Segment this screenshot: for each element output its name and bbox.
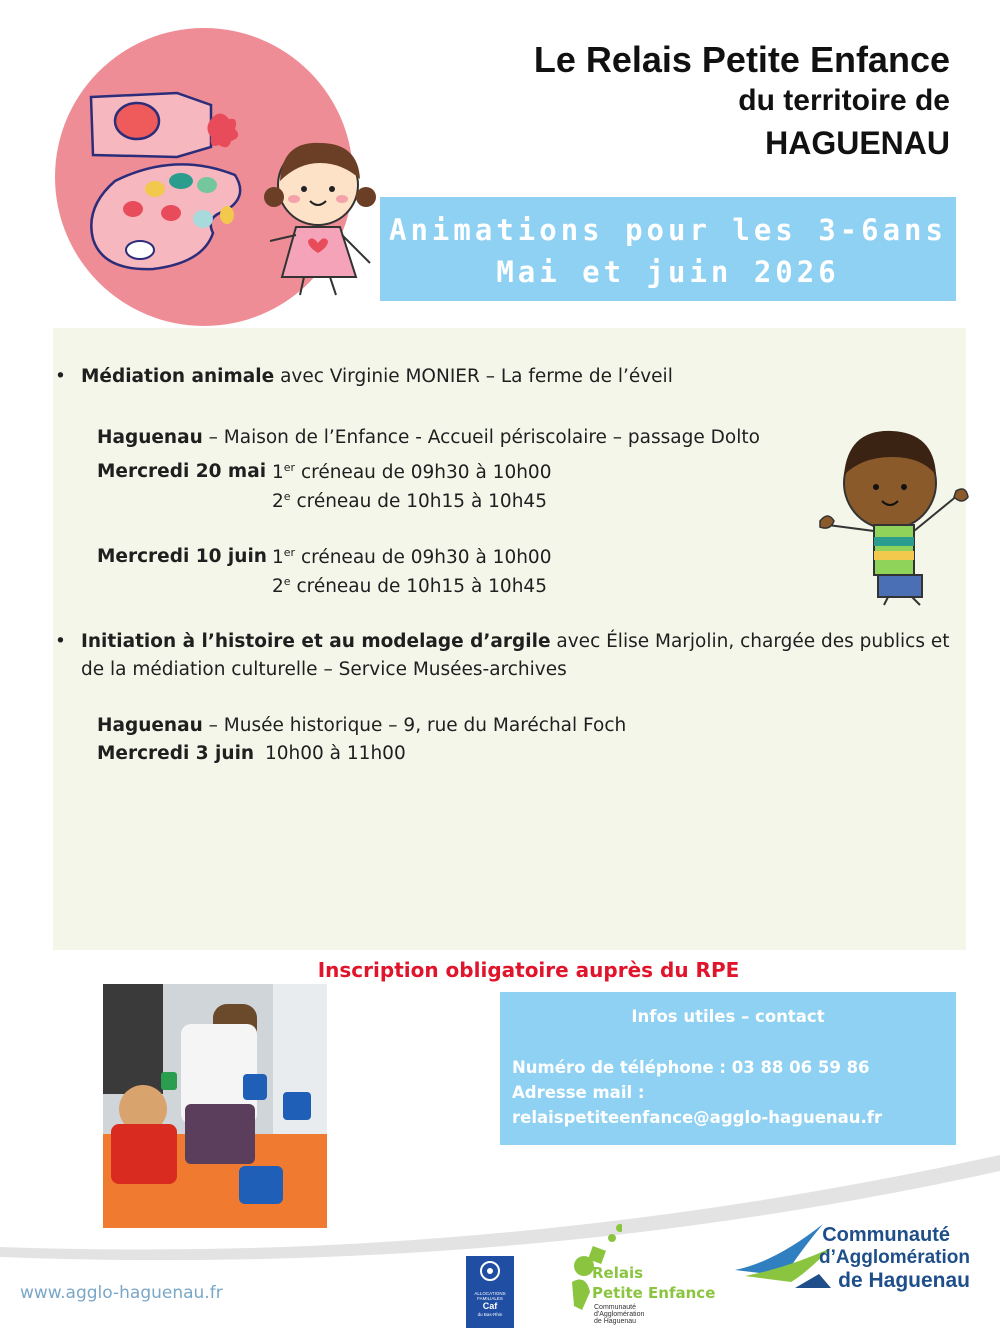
session-1-slot-2: 2e créneau de 10h15 à 10h45 [272,490,547,512]
activity-1-heading [81,366,673,387]
contact-phone: Numéro de téléphone : 03 88 06 59 86 [512,1058,870,1077]
animations-banner [380,197,956,301]
session-1-slot-1: 1er créneau de 09h30 à 10h00 [272,461,552,483]
contact-mail-link[interactable]: relaispetiteenfance@agglo-haguenau.fr [512,1108,883,1127]
activity-1-place-name: Haguenau [97,427,203,448]
session-1-date: Mercredi 20 mai [97,461,267,482]
activity-2-rest: avec Élise Marjolin, chargée des publics et [550,631,950,652]
activity-2-title: Initiation à l’histoire et au modelage d’argile [81,631,551,652]
page-title [534,38,950,166]
activity-2-date: Mercredi 3 juin [97,743,255,764]
inscription-notice: Inscription obligatoire auprès du RPE [317,958,740,982]
website-link[interactable]: www.agglo-haguenau.fr [20,1283,223,1303]
caf-emblem-icon [466,1256,514,1286]
activity-2-place-rest: – Musée historique – 9, rue du Maréchal Foch [202,715,627,736]
title-line-2: du territoire de [738,84,950,117]
girl-illustration [260,135,390,305]
title-line-1: Le Relais Petite Enfance [533,39,950,80]
contact-mail-label: Adresse mail : [512,1083,645,1102]
banner-line-2: Mai et juin 2026 [496,255,840,289]
activity-2-place [97,715,626,736]
session-2-date: Mercredi 10 juin [97,546,267,567]
activity-2-time: 10h00 à 11h00 [265,743,406,764]
session-2-slot-1: 1er créneau de 09h30 à 10h00 [272,546,552,568]
activity-1-title: Médiation animale [81,366,275,387]
contact-title: Infos utiles – contact [631,1007,825,1026]
title-line-3: HAGUENAU [765,125,950,161]
activity-1-place-rest: – Maison de l’Enfance - Accueil périscolaire – passage Dolto [202,427,760,448]
bullet: • [55,631,66,652]
banner-line-1: Animations pour les 3-6ans [389,213,947,247]
caf-logo: ALLOCATIONS FAMILIALES Caf du Bas-Rhin [466,1256,514,1328]
boy-illustration [810,425,970,610]
contact-box [500,992,956,1145]
activity-1-rest: avec Virginie MONIER – La ferme de l’éveil [274,366,673,387]
activities-panel [53,328,966,950]
rpe-logo: Relais Petite Enfance Communauté d'Agglomération de Haguenau [562,1222,732,1330]
activity-2-heading-line-2: de la médiation culturelle – Service Musées-archives [81,659,567,680]
activity-2-heading [81,631,949,652]
session-2-slot-2: 2e créneau de 10h15 à 10h45 [272,575,547,597]
activity-2-place-name: Haguenau [97,715,203,736]
agglomeration-logo: Communauté d’Agglomération de Haguenau [735,1218,980,1298]
bullet: • [55,366,66,387]
activity-1-place [97,427,760,448]
paint-palette-illustration [85,85,245,285]
